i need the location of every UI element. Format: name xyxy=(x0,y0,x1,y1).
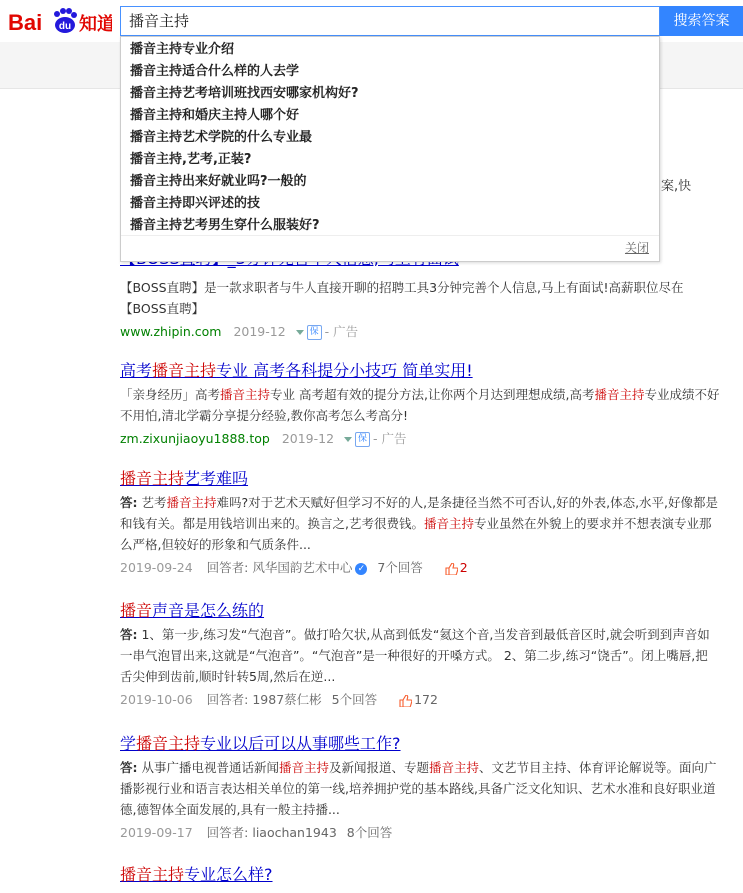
suggestion-item[interactable]: 播音主持即兴评述的技 xyxy=(130,196,261,211)
snippet-highlight: 播音主持 xyxy=(220,387,271,402)
result-snippet xyxy=(120,757,720,820)
snippet-part: 难吗?对于艺术天赋好但学习不好的人,是条捷径当然不可否认,好的外表,体态,水平,好像都是和钱有关。都是用钱培训出来的。换言之,艺考很费钱。 xyxy=(120,495,719,531)
result-title[interactable] xyxy=(120,601,720,621)
baidu-zhidao-logo[interactable] xyxy=(8,4,112,38)
thumbs-up-icon xyxy=(445,563,458,575)
result-zhidao-4 xyxy=(120,865,720,885)
answer-count[interactable]: 7个回答 xyxy=(377,560,423,575)
result-snippet xyxy=(120,492,720,555)
title-highlight: 播音主持 xyxy=(120,469,185,488)
title-highlight: 播音 xyxy=(120,601,153,620)
snippet-part: 专业成绩不好不用怕,清北学霸分享提分经验,教你高考怎么考高分! xyxy=(120,387,720,423)
logo-bai-text: Bai xyxy=(8,10,43,35)
answerer-label: 回答者: xyxy=(206,560,249,575)
answerer-name[interactable]: 风华国韵艺术中心 xyxy=(252,560,353,575)
result-url[interactable]: zm.zixunjiaoyu1888.top xyxy=(120,431,270,446)
result-snippet xyxy=(120,624,720,687)
answerer-name[interactable]: liaochan1943 xyxy=(252,825,337,840)
dropdown-arrow-icon[interactable] xyxy=(344,437,352,442)
title-part: 专业 高考各科提分小技巧 简单实用! xyxy=(216,361,473,380)
result-date: 2019-12 xyxy=(233,324,286,339)
title-highlight: 播音主持 xyxy=(152,361,217,380)
answerer-label: 回答者: xyxy=(206,692,249,707)
result-meta xyxy=(120,429,720,449)
ad-label: - 广告 xyxy=(373,431,407,446)
like-group[interactable] xyxy=(399,692,438,707)
snippet-part: 及新闻报道、专题 xyxy=(329,760,430,775)
result-meta xyxy=(120,823,720,843)
result-meta xyxy=(120,690,720,710)
search-suggestions xyxy=(120,36,660,262)
result-date: 2019-09-24 xyxy=(120,560,193,575)
suggestion-divider xyxy=(121,235,659,236)
snippet-highlight: 播音主持 xyxy=(166,495,217,510)
suggestion-item[interactable]: 播音主持出来好就业吗?一般的 xyxy=(130,174,307,189)
verified-check-icon: ✓ xyxy=(355,563,367,575)
snippet-highlight: 播音主持 xyxy=(279,760,330,775)
like-count: 172 xyxy=(414,692,438,707)
result-zhidao-3 xyxy=(120,734,720,843)
answer-count[interactable]: 5个回答 xyxy=(331,692,378,707)
result-snippet xyxy=(120,384,720,426)
snippet-highlight: 播音主持 xyxy=(423,516,474,531)
suggestion-item[interactable]: 播音主持艺术学院的什么专业最 xyxy=(130,130,313,145)
result-meta xyxy=(120,558,720,578)
like-count: 2 xyxy=(459,560,468,575)
title-highlight: 播音主持 xyxy=(136,734,201,753)
result-title[interactable] xyxy=(120,469,720,489)
result-zhidao-1 xyxy=(120,469,720,578)
title-part: 学 xyxy=(120,734,137,753)
partial-result-text: 案,快 xyxy=(661,179,692,194)
suggestion-item[interactable]: 播音主持和婚庆主持人哪个好 xyxy=(130,108,300,123)
suggestion-item[interactable]: 播音主持专业介绍 xyxy=(130,42,235,57)
result-title[interactable] xyxy=(120,361,720,381)
ad-label: - 广告 xyxy=(324,324,359,339)
title-part: 艺考难吗 xyxy=(184,469,249,488)
result-snippet: 【BOSS直聘】是一款求职者与牛人直接开聊的招聘工具3分钟完善个人信息,马上有面试!高薪职位尽在【BOSS直聘】 xyxy=(120,280,684,316)
dropdown-arrow-icon[interactable] xyxy=(296,330,304,335)
bao-badge-icon[interactable]: 保 xyxy=(355,432,370,447)
snippet-part: 「亲身经历」高考 xyxy=(120,387,221,402)
answerer-label: 回答者: xyxy=(206,825,249,840)
snippet-part: 从事广播电视普通话新闻 xyxy=(141,760,279,775)
snippet-part: 艺考 xyxy=(141,495,167,510)
result-date: 2019-12 xyxy=(281,431,335,446)
snippet-highlight: 播音主持 xyxy=(594,387,645,402)
result-ad-boss xyxy=(120,277,720,342)
logo-du-text: du xyxy=(58,21,72,32)
answer-label: 答: xyxy=(120,760,138,775)
answer-label: 答: xyxy=(120,495,138,510)
thumbs-up-icon xyxy=(399,695,412,707)
close-suggestions-link[interactable]: 关闭 xyxy=(624,241,649,255)
suggestion-item[interactable]: 播音主持适合什么样的人去学 xyxy=(130,64,300,79)
title-part: 专业怎么样? xyxy=(184,865,273,884)
logo-zhidao-text: 知道 xyxy=(79,14,112,35)
result-date: 2019-10-06 xyxy=(120,692,193,707)
answer-count[interactable]: 8个回答 xyxy=(346,825,393,840)
search-box xyxy=(120,6,660,36)
search-input[interactable] xyxy=(121,7,657,35)
title-part: 专业以后可以从事哪些工作? xyxy=(200,734,401,753)
result-title[interactable] xyxy=(120,734,720,754)
suggestion-item[interactable]: 播音主持艺考男生穿什么服装好? xyxy=(130,218,320,233)
title-part: 声音是怎么练的 xyxy=(152,601,265,620)
snippet-part: 1、第一步,练习发“气泡音”。做打哈欠状,从高到低发“氦这个音,当发音到最低音区时,就会听到到声音如一串气泡冒出来,这就是“气泡音”。“气泡音”是一种很好的开嗓方式。 2、第二步,练习“饶舌”。闭上嘴唇,把舌尖伸到齿前,顺时针转5周,然后在逆... xyxy=(120,627,710,684)
suggestion-item[interactable]: 播音主持,艺考,正装? xyxy=(130,152,252,167)
search-button[interactable]: 搜索答案 xyxy=(660,6,743,36)
result-date: 2019-09-17 xyxy=(120,825,193,840)
snippet-part: 专业 高考超有效的提分方法,让你两个月达到理想成绩,高考 xyxy=(270,387,595,402)
result-title[interactable] xyxy=(120,865,720,885)
result-url[interactable]: www.zhipin.com xyxy=(120,324,222,339)
answerer-name[interactable]: 1987蔡仁彬 xyxy=(252,692,322,707)
suggestion-item[interactable]: 播音主持艺考培训班找西安哪家机构好? xyxy=(130,86,359,101)
answer-label: 答: xyxy=(120,627,138,642)
result-zhidao-2 xyxy=(120,601,720,710)
result-meta xyxy=(120,322,720,342)
snippet-part: 专业虽然在外貌上的要求并不想表演专业那么严格,但较好的形象和气质条件... xyxy=(120,516,712,552)
title-highlight: 播音主持 xyxy=(120,865,185,884)
bao-badge-icon[interactable]: 保 xyxy=(307,325,322,340)
like-group[interactable] xyxy=(445,560,468,575)
snippet-highlight: 播音主持 xyxy=(429,760,480,775)
title-part: 高考 xyxy=(120,361,153,380)
result-ad-gaokao xyxy=(120,361,720,449)
snippet-part: 、文艺节目主持、体育评论解说等。面向广播影视行业和语言表达相关单位的第一线,培养拥护党的基本路线,具备广泛文化知识、艺术水准和良好职业道德,德智体全面发展的,具有一般主持播... xyxy=(120,760,717,817)
